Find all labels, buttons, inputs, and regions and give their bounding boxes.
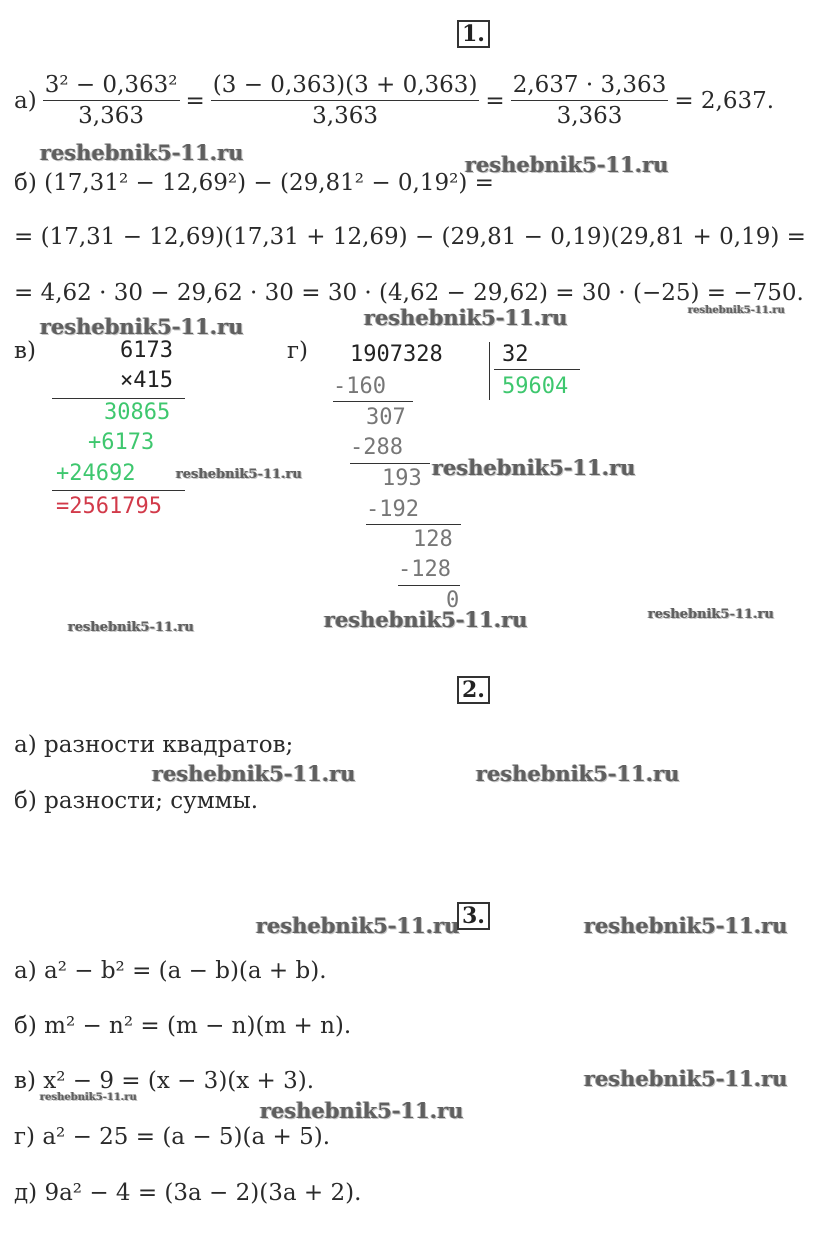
task1-g-label: г) [287,338,309,364]
division-subtrahend-2: -288 [350,435,403,460]
mult-top-number: 6173 [120,338,173,363]
division-subtrahend-1: -160 [333,374,386,399]
watermark: reshebnik5-11.ru [152,761,356,786]
watermark: reshebnik5-11.ru [256,913,460,938]
division-quotient: 59604 [502,374,569,399]
watermark: reshebnik5-11.ru [40,314,244,339]
watermark: reshebnik5-11.ru [68,620,195,635]
watermark: reshebnik5-11.ru [364,305,568,330]
division-dividend: 1907328 [350,342,443,367]
task1-b-line2: = (17,31 − 12,69)(17,31 + 12,69) − (29,81 − 0,19)(29,81 + 0,19) = [14,224,806,250]
fraction-3 [511,72,669,129]
division-remainder-3: 128 [413,527,453,552]
fraction-2-denominator: 3,363 [312,103,379,129]
division-rule [333,401,413,402]
task1-v-label: в) [14,338,36,364]
task3-d: д) 9a² − 4 = (3a − 2)(3a + 2). [14,1180,362,1206]
division-remainder-2: 193 [382,466,422,491]
fraction-1-denominator: 3,363 [78,103,145,129]
division-subtrahend-4: -128 [398,557,451,582]
equals-sign: = [185,87,205,114]
division-subtrahend-3: -192 [366,497,419,522]
task3-v: в) x² − 9 = (x − 3)(x + 3). [14,1068,315,1094]
mult-bottom-number: ×415 [120,368,173,393]
watermark: reshebnik5-11.ru [584,1066,788,1091]
division-divisor: 32 [502,342,529,367]
watermark: reshebnik5-11.ru [584,913,788,938]
mult-rule [52,490,185,491]
division-rule [366,524,461,525]
fraction-2 [211,72,480,129]
task1-a-result: = 2,637. [674,87,775,114]
watermark: reshebnik5-11.ru [40,1092,137,1103]
mult-partial-1: 30865 [104,400,171,425]
equals-sign: = [485,87,505,114]
watermark: reshebnik5-11.ru [476,761,680,786]
section-number-3: 3. [457,902,490,930]
watermark: reshebnik5-11.ru [40,140,244,165]
division-remainder-1: 307 [366,405,406,430]
task2-b: б) разности; суммы. [14,788,259,814]
division-bracket-line [494,369,580,370]
fraction-3-denominator: 3,363 [556,103,623,129]
division-rule [350,463,430,464]
section-number-1: 1. [457,20,490,48]
task2-a: а) разности квадратов; [14,732,294,758]
section-number-2: 2. [457,676,490,704]
watermark: reshebnik5-11.ru [324,607,528,632]
task1-a-expression [14,72,774,129]
division-remainder-4: 0 [446,588,460,613]
task1-b-line1: б) (17,31² − 12,69²) − (29,81² − 0,19²) = [14,170,494,196]
watermark: reshebnik5-11.ru [648,607,775,622]
task1-b-line3: = 4,62 · 30 − 29,62 · 30 = 30 · (4,62 − 29,62) = 30 · (−25) = −750. [14,280,804,306]
task3-g: г) a² − 25 = (a − 5)(a + 5). [14,1124,331,1150]
mult-partial-2: +6173 [88,430,155,455]
task3-b: б) m² − n² = (m − n)(m + n). [14,1013,352,1039]
division-rule [398,585,460,586]
watermark: reshebnik5-11.ru [465,152,669,177]
task3-a: а) a² − b² = (a − b)(a + b). [14,958,327,984]
mult-rule [52,398,185,399]
division-bracket [489,342,490,400]
mult-result: =2561795 [56,494,162,519]
watermark: reshebnik5-11.ru [260,1098,464,1123]
fraction-1 [43,72,180,129]
watermark: reshebnik5-11.ru [432,455,636,480]
task1-a-label: а) [14,87,37,114]
watermark: reshebnik5-11.ru [688,305,785,316]
watermark: reshebnik5-11.ru [176,467,303,482]
fraction-1-numerator: 3² − 0,363² [43,72,180,101]
fraction-3-numerator: 2,637 · 3,363 [511,72,669,101]
fraction-2-numerator: (3 − 0,363)(3 + 0,363) [211,72,480,101]
mult-partial-3: +24692 [56,461,136,486]
